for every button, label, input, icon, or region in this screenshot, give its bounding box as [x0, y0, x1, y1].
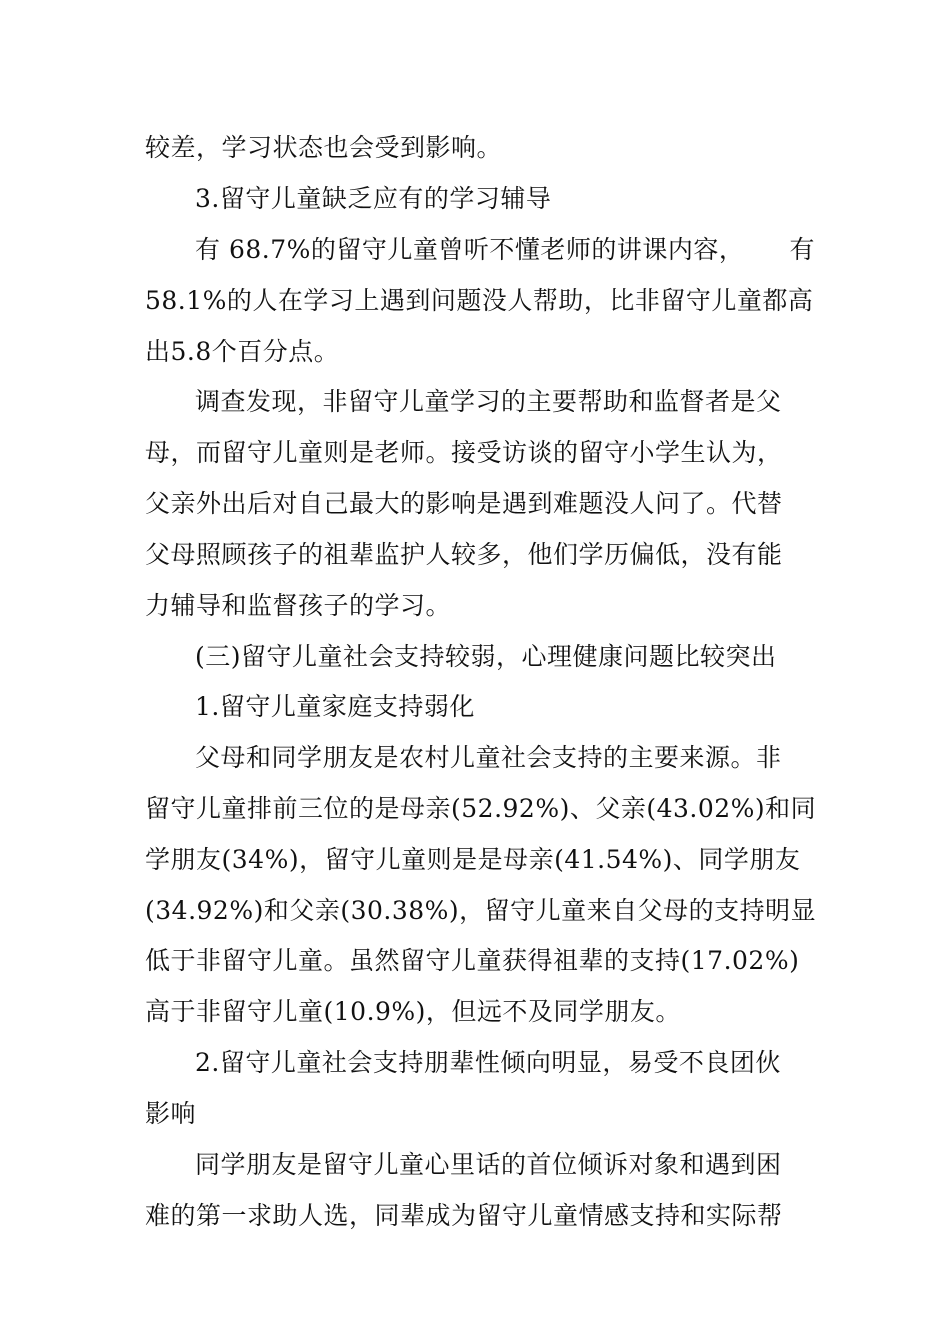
- paragraph-line: [195, 233, 815, 267]
- subsection-heading: 2.留守儿童社会支持朋辈性倾向明显，易受不良团伙: [195, 1048, 781, 1077]
- paragraph-line: 父母照顾孩子的祖辈监护人较多，他们学历偏低，没有能: [145, 540, 783, 569]
- paragraph-line: 低于非留守儿童。虽然留守儿童获得祖辈的支持(17.02%): [145, 946, 800, 975]
- paragraph-line: 高于非留守儿童(10.9%)，但远不及同学朋友。: [145, 997, 681, 1026]
- paragraph-line: 难的第一求助人选，同辈成为留守儿童情感支持和实际帮: [145, 1201, 783, 1230]
- paragraph-line: 同学朋友是留守儿童心里话的首位倾诉对象和遇到困: [195, 1150, 782, 1179]
- paragraph-text: 有 68.7%的留守儿童曾听不懂老师的讲课内容，: [195, 235, 745, 264]
- paragraph-line: 58.1%的人在学习上遇到问题没人帮助，比非留守儿童都高: [145, 286, 814, 315]
- paragraph-line: (34.92%)和父亲(30.38%)，留守儿童来自父母的支持明显: [145, 896, 817, 925]
- paragraph-line: 父亲外出后对自己最大的影响是遇到难题没人问了。代替: [145, 489, 783, 518]
- paragraph-line: 留守儿童排前三位的是母亲(52.92%)、父亲(43.02%)和同: [145, 794, 817, 823]
- paragraph-line: 母，而留守儿童则是老师。接受访谈的留守小学生认为，: [145, 438, 783, 467]
- paragraph-line: 父母和同学朋友是农村儿童社会支持的主要来源。非: [195, 743, 782, 772]
- subsection-heading: 3.留守儿童缺乏应有的学习辅导: [195, 184, 552, 213]
- paragraph-line: 出5.8个百分点。: [145, 337, 340, 366]
- paragraph-line: 学朋友(34%)，留守儿童则是是母亲(41.54%)、同学朋友: [145, 845, 801, 874]
- paragraph-line: 力辅导和监督孩子的学习。: [145, 591, 452, 620]
- paragraph-text: 有: [789, 235, 815, 264]
- paragraph-line: 调查发现，非留守儿童学习的主要帮助和监督者是父: [195, 387, 782, 416]
- paragraph-line: 较差，学习状态也会受到影响。: [145, 133, 503, 162]
- subsection-heading: 1.留守儿童家庭支持弱化: [195, 692, 475, 721]
- subsection-heading-continued: 影响: [145, 1099, 197, 1128]
- section-heading: (三)留守儿童社会支持较弱，心理健康问题比较突出: [195, 642, 777, 671]
